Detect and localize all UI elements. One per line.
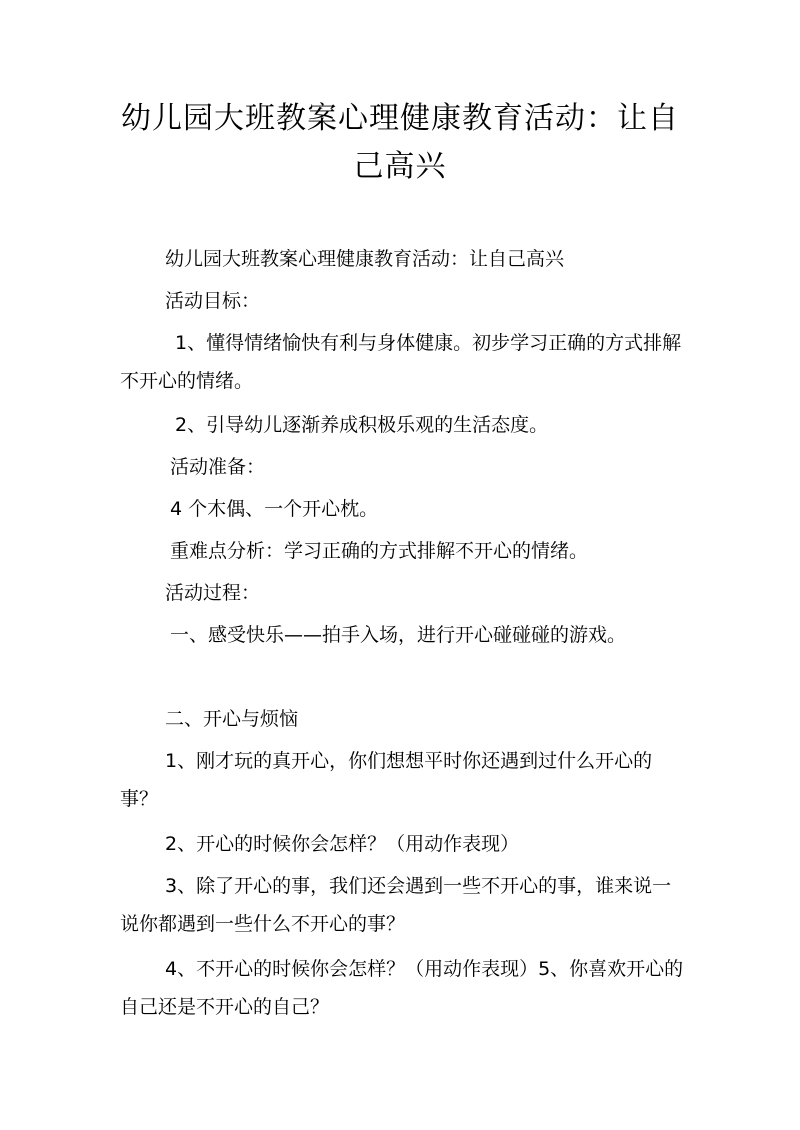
paragraph-goal-1: 1、懂得情绪愉快有利与身体健康。初步学习正确的方式排解不开心的情绪。: [120, 332, 682, 392]
paragraph-question-2: 2、开心的时候你会怎样？（用动作表现）: [165, 833, 520, 855]
paragraph-key-points: 重难点分析：学习正确的方式排解不开心的情绪。: [170, 540, 589, 562]
paragraph-process-label: 活动过程：: [165, 582, 261, 604]
paragraph-prep-items: 4 个木偶、一个开心枕。: [170, 498, 379, 520]
paragraph-question-1: 1、刚才玩的真开心，你们想想平时你还遇到过什么开心的事？: [120, 750, 653, 810]
paragraph-goal-2: 2、引导幼儿逐渐养成积极乐观的生活态度。: [175, 414, 549, 436]
paragraph-step-2-heading: 二、开心与烦恼: [165, 708, 299, 730]
paragraph-goals-label: 活动目标：: [165, 290, 261, 312]
paragraph-step-1: 一、感受快乐——拍手入场，进行开心碰碰碰的游戏。: [170, 624, 627, 646]
paragraph-question-3: 3、除了开心的事，我们还会遇到一些不开心的事，谁来说一说你都遇到一些什么不开心的事？: [120, 875, 672, 935]
paragraph-heading: 幼儿园大班教案心理健康教育活动：让自己高兴: [165, 248, 565, 270]
paragraph-prep-label: 活动准备：: [170, 456, 266, 478]
document-title: 幼儿园大班教案心理健康教育活动：让自己高兴: [121, 101, 679, 184]
paragraph-question-4-5: 4、不开心的时候你会怎样？（用动作表现）5、你喜欢开心的自己还是不开心的自己？: [120, 958, 684, 1018]
